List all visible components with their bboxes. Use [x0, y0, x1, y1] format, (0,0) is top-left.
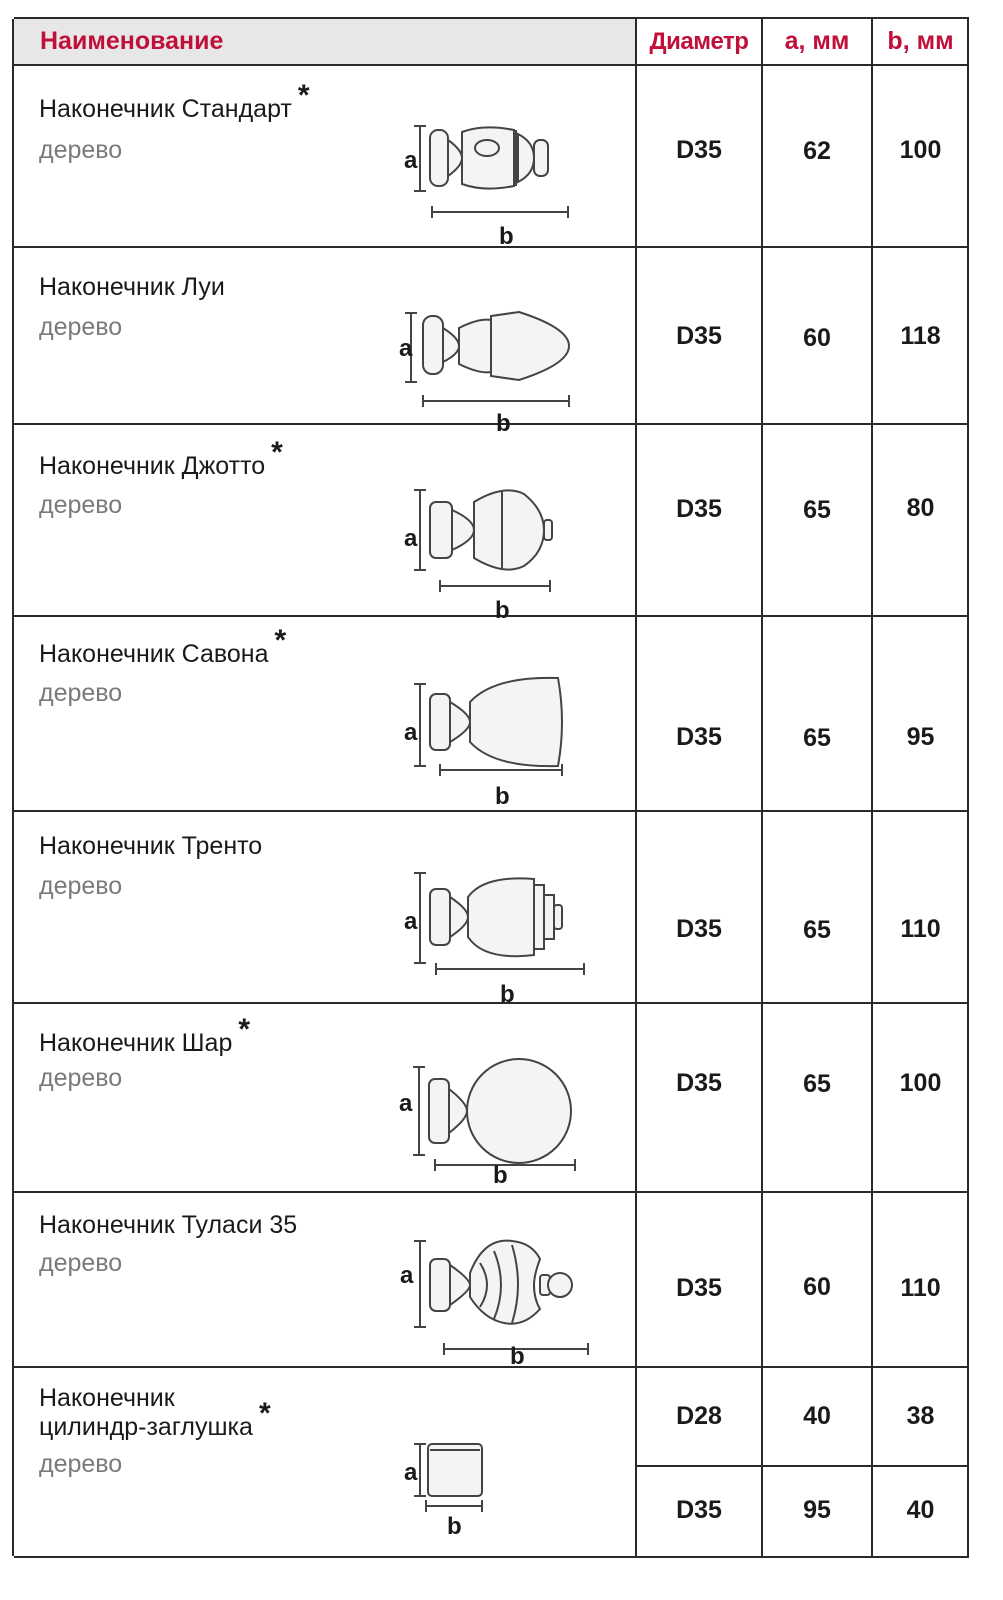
product-material: дерево [39, 136, 123, 164]
dim-a-label: a [404, 525, 418, 552]
diameter-value: D35 [676, 1274, 722, 1302]
diameter-value: D35 [676, 723, 722, 751]
dim-b-label: b [496, 410, 511, 437]
dim-a-label: a [400, 1262, 414, 1289]
b-value: 38 [906, 1402, 935, 1430]
diameter-value: D35 [676, 322, 722, 350]
a-value: 65 [803, 724, 831, 752]
table-border-right [967, 19, 969, 1556]
asterisk-note: * [274, 624, 287, 657]
dim-a-label: a [404, 1459, 418, 1486]
dim-b-label: b [447, 1513, 462, 1540]
dim-a-label: a [404, 908, 418, 935]
table-row [14, 1368, 969, 1554]
product-name: Наконечник Савона * [39, 624, 287, 668]
finial-lui-drawing [379, 298, 599, 437]
a-value: 65 [803, 495, 831, 524]
product-name: Наконечник Джотто * [39, 436, 283, 480]
a-value: 62 [803, 136, 831, 165]
product-material: дерево [39, 872, 123, 900]
finial-cylinder-cap-drawing [384, 1438, 524, 1538]
diameter-value: D28 [676, 1402, 722, 1430]
table-row [14, 812, 969, 1008]
table-row [14, 1004, 969, 1193]
table-row [14, 66, 969, 248]
dim-a-label: a [399, 335, 413, 362]
a-value: 65 [803, 915, 831, 944]
diameter-value: D35 [676, 135, 722, 164]
product-name: Наконечник Луи [39, 273, 225, 301]
product-material: дерево [39, 1450, 123, 1478]
b-value: 100 [899, 1069, 942, 1097]
product-table [14, 17, 969, 1558]
dim-b-label: b [495, 597, 510, 624]
table-header [14, 19, 969, 66]
table-border-left [12, 19, 14, 1556]
finial-tulasi-drawing [384, 1223, 604, 1368]
product-material: дерево [39, 313, 123, 341]
dim-b-label: b [510, 1343, 525, 1370]
asterisk-note: * [297, 79, 310, 112]
a-value: 40 [803, 1402, 831, 1430]
finial-standart-drawing [384, 116, 584, 250]
dim-b-label: b [495, 783, 510, 810]
table-row [14, 617, 969, 812]
finial-savona-drawing [384, 672, 584, 812]
product-name: Наконечник цилиндр-заглушка * [39, 1384, 271, 1441]
b-value: 100 [899, 135, 942, 164]
finial-trento-drawing [384, 867, 604, 1007]
b-value: 110 [900, 1274, 941, 1302]
dim-b-label: b [500, 981, 515, 1008]
b-value: 80 [906, 493, 935, 522]
dim-a-label: a [404, 147, 418, 174]
finial-dzhotto-drawing [384, 480, 584, 624]
product-name: Наконечник Шар * [39, 1013, 251, 1057]
dim-a-label: a [404, 719, 418, 746]
b-value: 118 [900, 322, 941, 350]
column-divider [871, 19, 873, 1556]
dim-b-label: b [493, 1162, 508, 1189]
a-value: 95 [803, 1496, 831, 1524]
a-value: 65 [803, 1070, 831, 1098]
diameter-value: D35 [676, 1496, 722, 1524]
a-value: 60 [803, 1273, 831, 1301]
table-row [14, 425, 969, 624]
dim-b-label: b [499, 223, 514, 250]
column-divider [761, 19, 763, 1556]
column-divider [635, 19, 637, 1556]
diameter-value: D35 [676, 494, 722, 523]
table-row [14, 248, 969, 437]
a-value: 60 [803, 324, 831, 352]
diameter-value: D35 [676, 1069, 722, 1097]
dim-a-label: a [399, 1090, 413, 1117]
header-diameter: Диаметр [649, 27, 749, 55]
product-material: дерево [39, 1249, 123, 1277]
diameter-value: D35 [676, 914, 722, 943]
b-value: 110 [900, 914, 941, 943]
product-material: дерево [39, 491, 123, 519]
asterisk-note: * [271, 436, 283, 469]
product-name: Наконечник Туласи 35 [39, 1211, 298, 1239]
b-value: 40 [906, 1496, 935, 1524]
b-value: 95 [906, 723, 935, 751]
header-b: b, мм [887, 27, 954, 55]
asterisk-note: * [258, 1397, 271, 1430]
product-material: дерево [39, 1064, 123, 1092]
header-a: a, мм [784, 27, 850, 55]
table-row [14, 1193, 969, 1368]
product-name: Наконечник Стандарт * [39, 79, 310, 123]
header-name: Наименование [14, 19, 636, 64]
asterisk-note: * [238, 1013, 251, 1046]
finial-shar-drawing [379, 1049, 599, 1189]
product-material: дерево [39, 679, 123, 707]
product-name: Наконечник Тренто [39, 832, 263, 860]
